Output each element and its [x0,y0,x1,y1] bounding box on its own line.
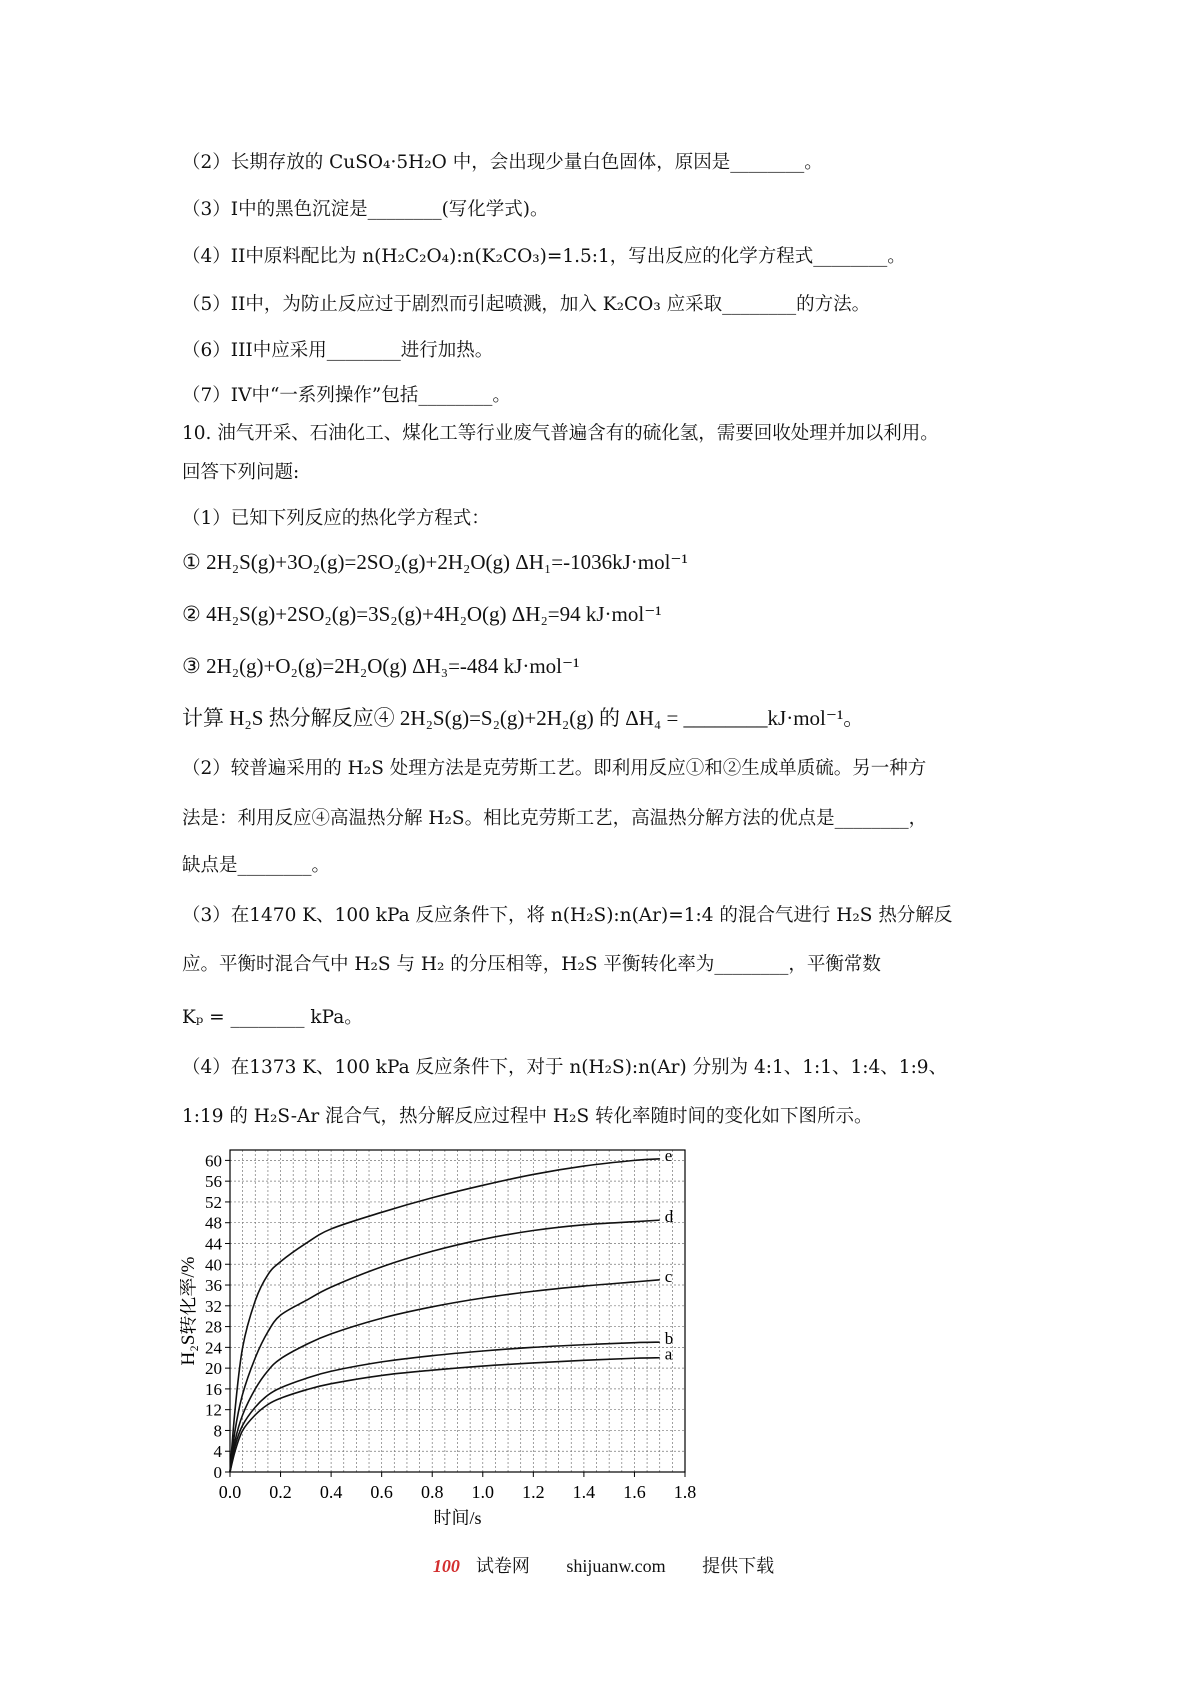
y-tick-label: 60 [205,1151,222,1171]
text-line: （2）长期存放的 CuSO₄·5H₂O 中，会出现少量白色固体，原因是________。 [182,152,823,173]
text-line: （2）较普遍采用的 H₂S 处理方法是克劳斯工艺。即利用反应①和②生成单质硫。另一种方 [182,758,927,779]
x-tick-label: 0.2 [269,1482,292,1502]
text-line: 应。平衡时混合气中 H₂S 与 H₂ 的分压相等，H₂S 平衡转化率为________，平衡常数 [182,954,881,975]
x-tick-label: 1.2 [522,1482,545,1502]
conversion-chart [180,1140,760,1525]
y-tick-label: 12 [205,1400,222,1420]
x-tick-label: 0.0 [218,1482,242,1502]
x-tick-label: 1.4 [572,1482,596,1502]
series-label-b: b [664,1329,674,1349]
text-line: （4）在1373 K、100 kPa 反应条件下，对于 n(H₂S):n(Ar) 分别为 4:1、1:1、1:4、1:9、 [182,1057,948,1078]
text-line: 10. 油气开采、石油化工、煤化工等行业废气普遍含有的硫化氢，需要回收处理并加以利用。 [182,423,939,444]
y-tick-label: 48 [205,1213,222,1233]
y-tick-label: 28 [205,1317,222,1337]
footer-url[interactable]: shijuanw.com [566,1556,666,1576]
y-axis-label: H₂S转化率/% [180,1256,199,1366]
x-tick-label: 1.6 [623,1482,646,1502]
chart-svg [180,1140,760,1525]
y-tick-label: 32 [205,1296,222,1316]
y-tick-label: 52 [205,1192,222,1212]
x-tick-label: 0.4 [319,1482,343,1502]
series-label-a: a [664,1344,673,1364]
y-tick-label: 40 [205,1255,222,1275]
text-line: 法是：利用反应④高温热分解 H₂S。相比克劳斯工艺，高温热分解方法的优点是________， [182,808,928,829]
text-line: （6）III中应采用________进行加热。 [182,340,494,361]
y-tick-label: 0 [213,1463,222,1482]
text-line: 1:19 的 H₂S-Ar 混合气，热分解反应过程中 H₂S 转化率随时间的变化如下图所示。 [182,1106,873,1127]
text-line: 回答下列问题: [182,462,300,483]
y-tick-label: 8 [213,1421,222,1441]
y-tick-label: 24 [205,1338,222,1358]
text-line: ③ 2H₂(g)+O₂(g)=2H₂O(g) ΔH₃=-484 kJ·mol⁻¹ [182,654,580,678]
text-line: （7）IV中“一系列操作”包括________。 [182,385,511,406]
text-line: 计算 H₂S 热分解反应④ 2H₂S(g)=S₂(g)+2H₂(g) 的 ΔH₄ = ________kJ·mol⁻¹。 [182,706,865,730]
text-line: ② 4H₂S(g)+2SO₂(g)=3S₂(g)+4H₂O(g) ΔH₂=94 kJ·mol⁻¹ [182,602,662,626]
text-line: ① 2H₂S(g)+3O₂(g)=2SO₂(g)+2H₂O(g) ΔH₁=-1036kJ·mol⁻¹ [182,550,688,574]
series-label-e: e [664,1145,673,1165]
text-line: 缺点是________。 [182,855,331,876]
series-label-c: c [664,1266,673,1286]
text-line: （1）已知下列反应的热化学方程式： [182,508,490,529]
y-tick-label: 44 [205,1234,222,1254]
site-name: 试卷网 [475,1556,530,1576]
footer-slogan: 提供下载 [702,1556,775,1576]
y-tick-label: 4 [213,1442,222,1462]
y-tick-label: 16 [205,1379,222,1399]
footer-logo [417,1556,530,1576]
text-line: （4）II中原料配比为 n(H₂C₂O₄):n(K₂CO₃)=1.5:1，写出反应的化学方程式________。 [182,246,906,267]
footer [0,1552,1191,1578]
text-line: （3）I中的黑色沉淀是________(写化学式)。 [182,199,549,220]
text-line: （3）在1470 K、100 kPa 反应条件下，将 n(H₂S):n(Ar)=1:4 的混合气进行 H₂S 热分解反 [182,905,953,926]
x-tick-label: 1.0 [471,1482,495,1502]
x-tick-label: 0.6 [370,1482,393,1502]
x-axis-label: 时间/s [433,1508,482,1525]
y-tick-label: 36 [205,1276,222,1296]
x-tick-label: 0.8 [420,1482,444,1502]
y-tick-label: 20 [205,1359,222,1379]
series-label-d: d [664,1207,674,1227]
y-tick-label: 56 [205,1172,222,1192]
x-tick-label: 1.8 [673,1482,697,1502]
text-line: Kₚ = ________ kPa。 [182,1007,363,1028]
text-line: （5）II中，为防止反应过于剧烈而引起喷溅，加入 K₂CO₃ 应采取________的方法。 [182,294,871,315]
logo-100: 100 [432,1556,460,1576]
